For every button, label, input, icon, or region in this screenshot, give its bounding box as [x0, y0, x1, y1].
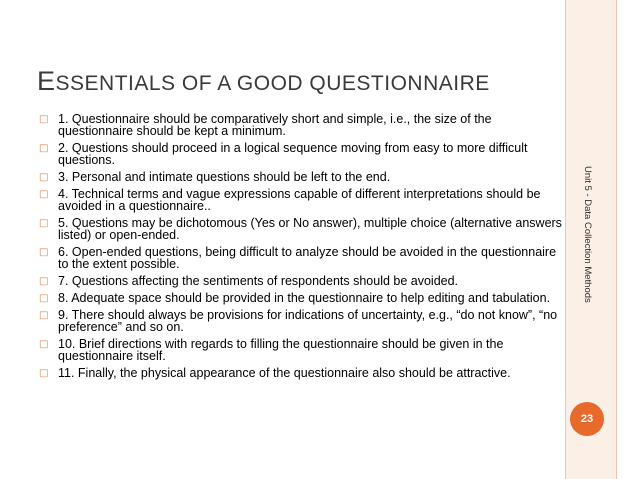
bullet-item [38, 142, 563, 166]
bullet-item [38, 338, 563, 362]
square-bullet-icon: □ [39, 276, 49, 287]
bullet-text: 3. Personal and intimate questions should be left to the end. [58, 170, 391, 184]
bullet-text: 6. Open-ended questions, being difficult to analyze should be avoided in the questionnaire to the extent possible. [58, 245, 557, 271]
bullet-text: 1. Questionnaire should be comparatively short and simple, i.e., the size of the questionnaire should be kept a minimum. [58, 112, 492, 138]
sidebar-divider-left [565, 0, 566, 479]
bullet-text: 9. There should always be provisions for indications of uncertainty, e.g., “do not know”, “no preference” and so on. [58, 308, 558, 334]
square-bullet-icon: □ [39, 310, 49, 321]
square-bullet-icon: □ [39, 247, 49, 258]
square-bullet-icon: □ [39, 339, 49, 350]
page-number-badge [570, 402, 604, 436]
slide-title [37, 66, 490, 97]
bullet-text: 5. Questions may be dichotomous (Yes or No answer), multiple choice (alternative answers listed) or open-ended. [58, 216, 562, 242]
bullet-item [38, 217, 563, 241]
title-rest: SSENTIALS OF A GOOD QUESTIONNAIRE [55, 72, 490, 95]
bullet-text: 7. Questions affecting the sentiments of respondents should be avoided. [58, 274, 459, 288]
bullet-item [38, 171, 563, 183]
bullet-item [38, 309, 563, 333]
bullet-item [38, 188, 563, 212]
sidebar-divider-right [616, 0, 617, 479]
square-bullet-icon: □ [39, 143, 49, 154]
bullet-text: 11. Finally, the physical appearance of the questionnaire also should be attractive. [58, 366, 511, 380]
square-bullet-icon: □ [39, 218, 49, 229]
bullet-text: 8. Adequate space should be provided in the questionnaire to help editing and tabulation. [58, 291, 551, 305]
bullet-item [38, 367, 563, 379]
bullet-text: 10. Brief directions with regards to filling the questionnaire should be given in the questionnaire itself. [58, 337, 504, 363]
bullet-item [38, 275, 563, 287]
bullet-item [38, 113, 563, 137]
bullet-item [38, 292, 563, 304]
page-number: 23 [580, 413, 594, 425]
bullet-list [38, 113, 563, 384]
square-bullet-icon: □ [39, 368, 49, 379]
square-bullet-icon: □ [39, 114, 49, 125]
bullet-item [38, 246, 563, 270]
bullet-text: 4. Technical terms and vague expressions capable of different interpretations should be avoided in a questionnaire.. [58, 187, 541, 213]
square-bullet-icon: □ [39, 189, 49, 200]
bullet-text: 2. Questions should proceed in a logical sequence moving from easy to more difficult questions. [58, 141, 528, 167]
square-bullet-icon: □ [39, 293, 49, 304]
sidebar-unit-label: Unit 5 - Data Collection Methods [582, 166, 593, 303]
square-bullet-icon: □ [39, 172, 49, 183]
title-first-letter: E [37, 66, 56, 96]
